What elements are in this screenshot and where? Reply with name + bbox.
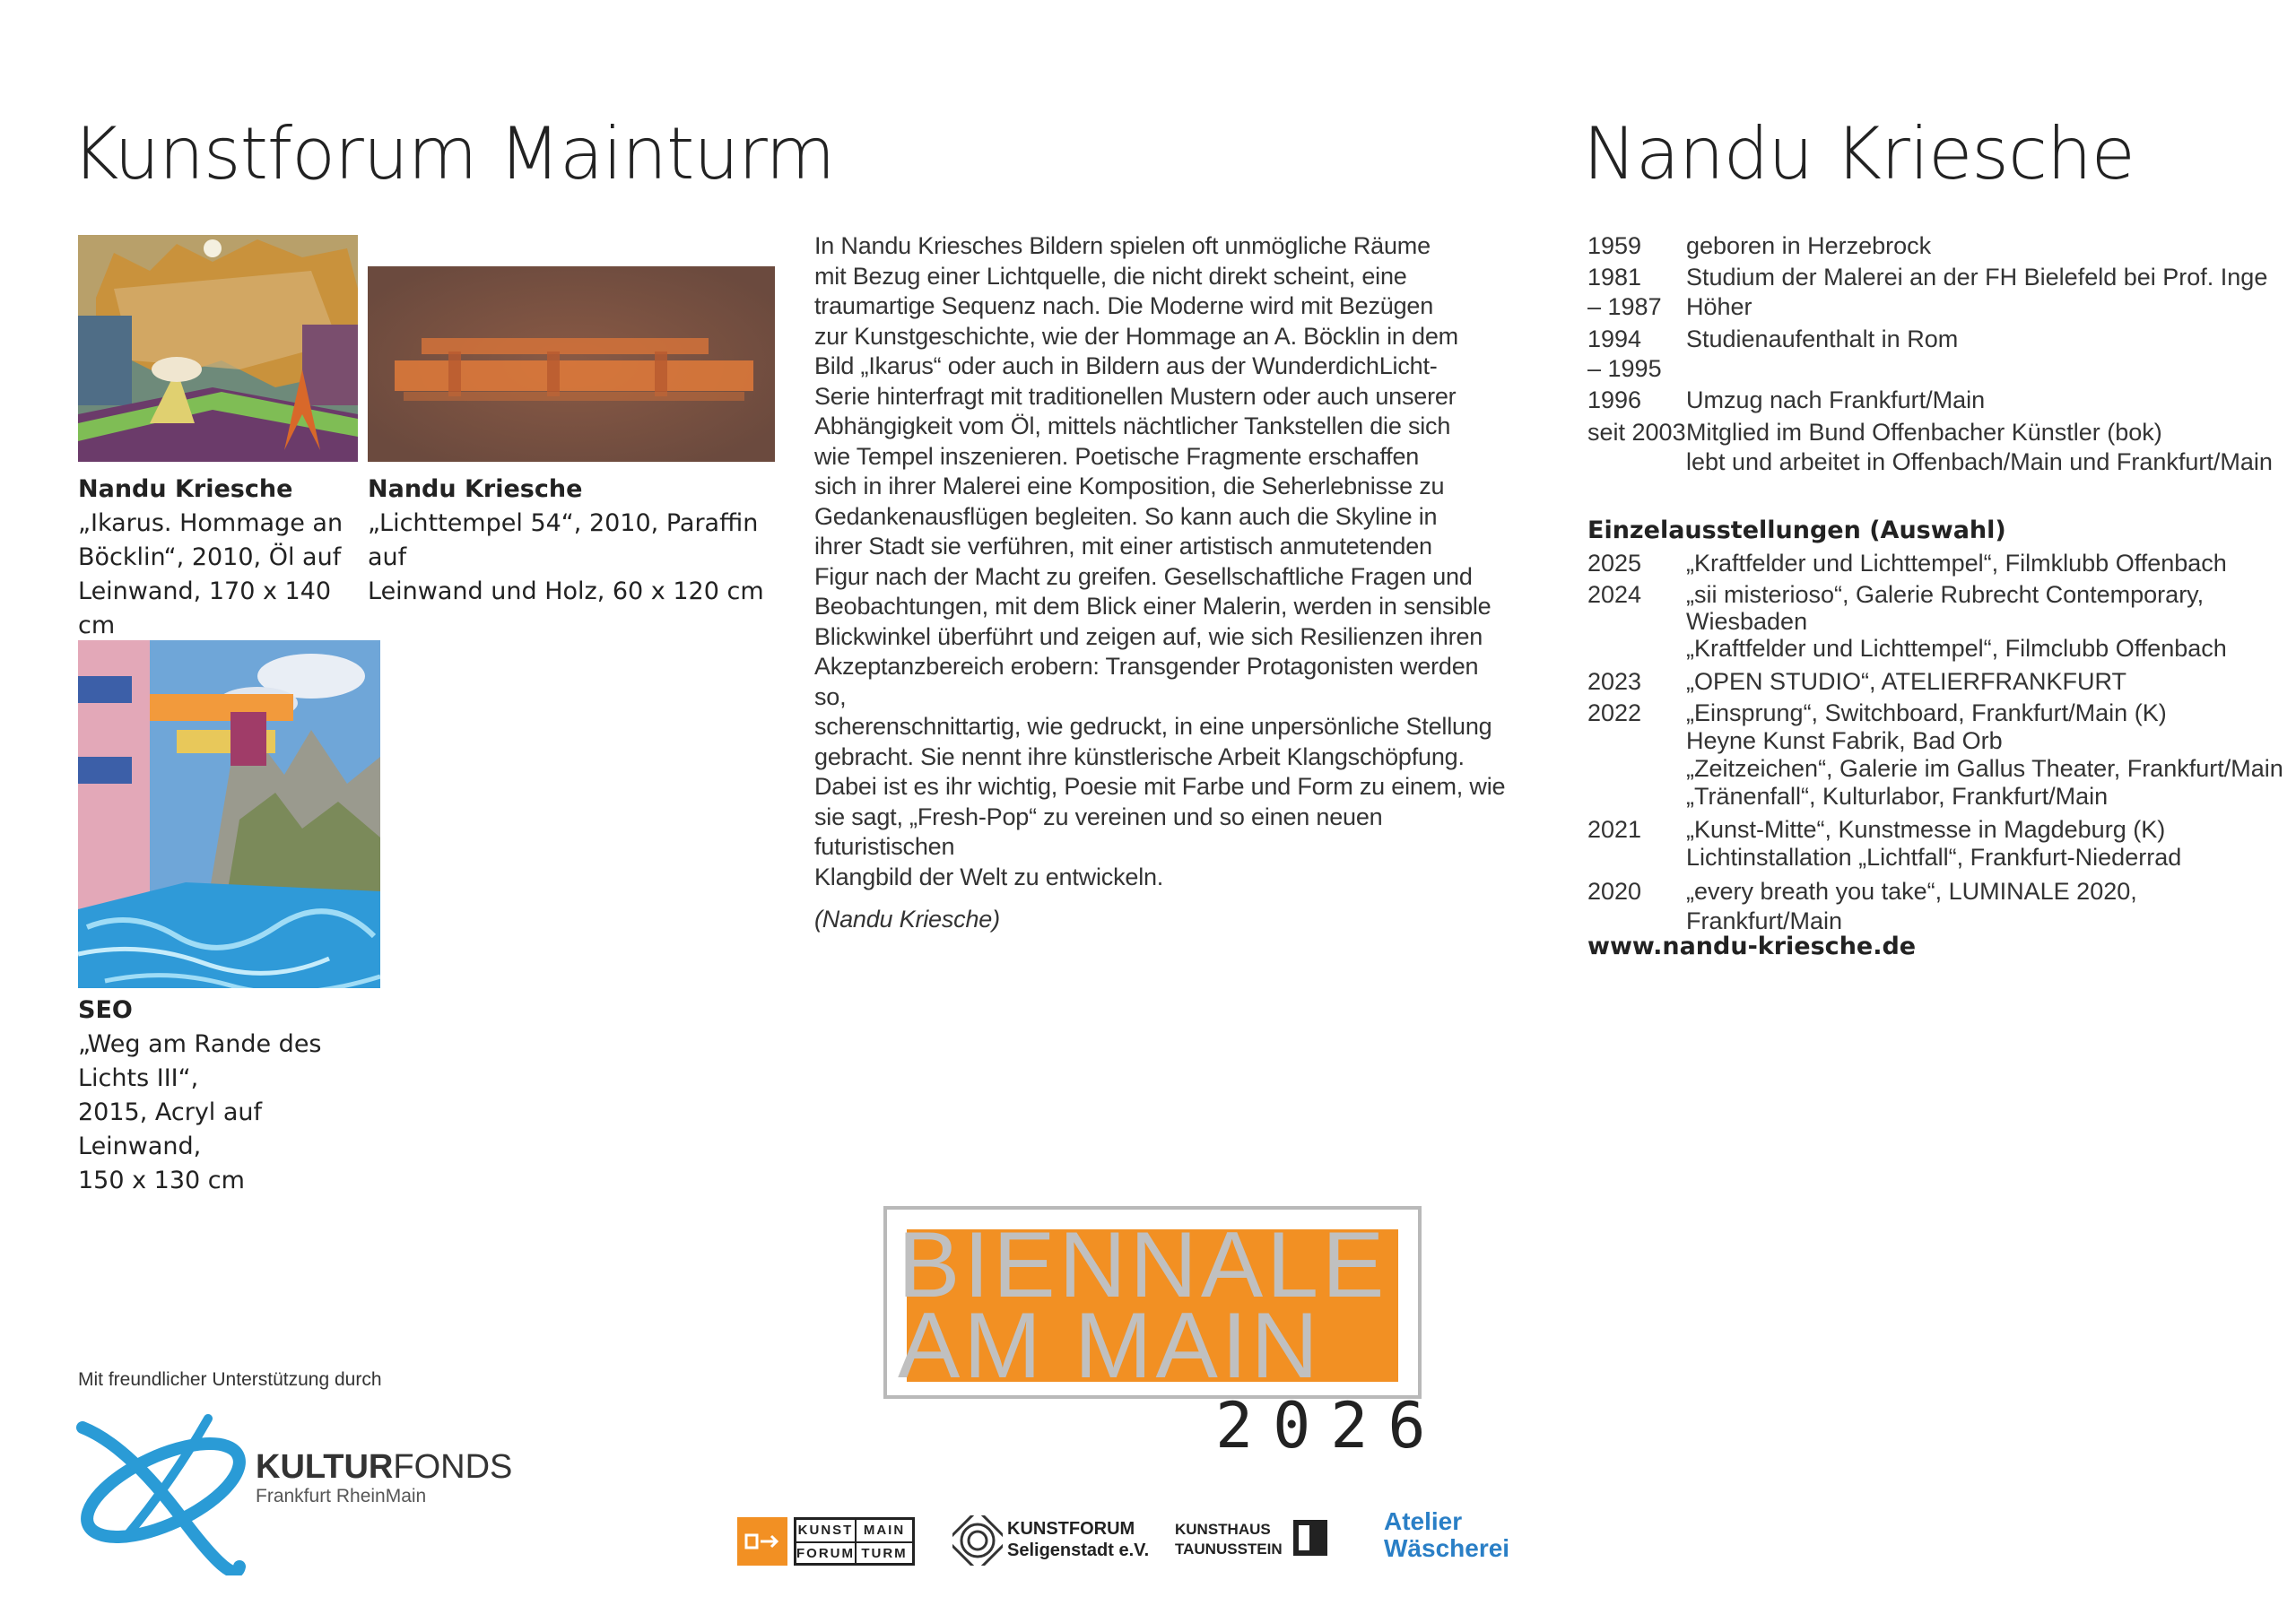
biennale-word-2: AM MAIN — [898, 1294, 1322, 1398]
biennale-year: 2026 — [1215, 1389, 1446, 1462]
bio-year: seit 2003 — [1587, 419, 1686, 446]
caption-line: Leinwand und Holz, 60 x 120 cm — [368, 577, 764, 605]
bio-text: Studium der Malerei an der FH Bielefeld bei Prof. Inge Höher — [1686, 264, 2268, 320]
caption-line: „Weg am Rande des Lichts III“, — [78, 1030, 322, 1092]
kulturfonds-bold: KULTUR — [256, 1448, 394, 1486]
logo-word: KUNSTHAUS — [1175, 1521, 1271, 1538]
exhibition-row — [1587, 699, 2283, 811]
artist-title: Nandu Kriesche — [1583, 112, 2135, 195]
essay-line: sie sagt, „Fresh-Pop“ zu vereinen und so einen neuen futuristischen — [814, 803, 1383, 860]
logo-word: KUNST — [796, 1520, 857, 1543]
artwork-lichttempel-image — [368, 266, 775, 462]
bio-text: Umzug nach Frankfurt/Main — [1686, 386, 1986, 413]
essay-line: In Nandu Kriesches Bildern spielen oft unmögliche Räume — [814, 232, 1431, 259]
logo-word: MAIN — [857, 1520, 912, 1543]
exhibition-text: „OPEN STUDIO“, ATELIERFRANKFURT — [1686, 668, 2127, 695]
exhibition-year: 2022 — [1587, 699, 1642, 726]
artwork-ikarus-image — [78, 235, 358, 462]
essay-line: Klangbild der Welt zu entwickeln. — [814, 863, 1164, 890]
caption-line: 2015, Acryl auf Leinwand, — [78, 1098, 263, 1160]
caption-lichttempel — [368, 473, 789, 609]
caption-artist: Nandu Kriesche — [78, 475, 293, 503]
artwork-seo-image — [78, 640, 380, 988]
bio-row — [1587, 325, 1958, 384]
kunsthaus-logo — [1175, 1520, 1283, 1559]
essay-line: gebracht. Sie nennt ihre künstlerische Arbeit Klangschöpfung. — [814, 742, 1465, 770]
kulturfonds-fonds: FONDS — [393, 1448, 513, 1486]
essay-text — [814, 231, 1514, 935]
bio-year: 1996 — [1587, 386, 1642, 413]
caption-line: „Lichttempel 54“, 2010, Paraffin auf — [368, 509, 759, 571]
kunsthaus-square-icon — [1293, 1520, 1327, 1556]
logo-word: FORUM — [796, 1543, 857, 1565]
caption-line: Böcklin“, 2010, Öl auf — [78, 543, 342, 571]
essay-line: ihrer Stadt sie verführen, mit einer artistisch anmutetenden — [814, 533, 1432, 560]
exhibition-row — [1587, 581, 2227, 662]
bio-year: 1959 — [1587, 232, 1642, 259]
seligenstadt-icon — [952, 1515, 1003, 1566]
caption-artist: SEO — [78, 996, 133, 1024]
exhibition-row — [1587, 549, 2227, 578]
bio-row — [1587, 231, 1931, 261]
exhibition-row — [1587, 877, 2287, 936]
page-title: Kunstforum Mainturm — [72, 112, 835, 195]
essay-line: scherenschnittartig, wie gedruckt, in eine unpersönliche Stellung — [814, 713, 1492, 740]
kunstforum-mainturm-logo — [794, 1517, 915, 1566]
essay-line: Dabei ist es ihr wichtig, Poesie mit Farbe und Form zu einem, wie — [814, 773, 1506, 800]
essay-line: Beobachtungen, mit dem Blick einer Malerin, werden in sensible — [814, 593, 1492, 620]
bio-text: Studienaufenthalt in Rom — [1686, 325, 1959, 352]
exhibition-year: 2024 — [1587, 581, 1642, 608]
atelier-waescherei-logo — [1384, 1508, 1509, 1562]
exhibition-row — [1587, 667, 2126, 697]
kulturfonds-icon — [74, 1410, 253, 1575]
mainturm-orange-icon — [737, 1517, 787, 1566]
essay-line: Figur nach der Macht zu greifen. Gesellschaftliche Fragen und — [814, 562, 1473, 590]
caption-line: „Ikarus. Hommage an — [78, 509, 344, 537]
caption-ikarus — [78, 473, 365, 643]
logo-word: TAUNUSSTEIN — [1175, 1541, 1283, 1558]
support-label: Mit freundlicher Unterstützung durch — [78, 1369, 382, 1390]
essay-line: zur Kunstgeschichte, wie der Hommage an A. Böcklin in dem — [814, 322, 1458, 350]
essay-line: sich in ihrer Malerei eine Komposition, die Seherlebnisse zu — [814, 473, 1445, 499]
bio-row — [1587, 418, 2273, 477]
essay-line: wie Tempel inszenieren. Poetische Fragmente erschaffen — [814, 442, 1420, 470]
exhibition-row — [1587, 816, 2181, 872]
caption-seo — [78, 994, 383, 1198]
website-link[interactable]: www.nandu-kriesche.de — [1587, 933, 1917, 960]
essay-line: Gedankenausflügen begleiten. So kann auch die Skyline in — [814, 502, 1438, 530]
biennale-logo — [883, 1206, 1422, 1399]
exhibition-year: 2021 — [1587, 816, 1642, 843]
exhibition-text: „Kraftfelder und Lichttempel“, Filmklubb Offenbach — [1686, 550, 2227, 577]
kulturfonds-sub: Frankfurt RheinMain — [256, 1486, 427, 1506]
caption-line: Leinwand, 170 x 140 cm — [78, 577, 332, 639]
essay-line: Blickwinkel überführt und zeigen auf, wie sich Resilienzen ihren — [814, 622, 1483, 650]
bio-year: 1981 – 1987 — [1587, 264, 1662, 320]
biennale-word: BIENNALE — [898, 1213, 1388, 1317]
essay-line: Serie hinterfragt mit traditionellen Mustern oder auch unserer — [814, 382, 1457, 410]
bio-row — [1587, 386, 1985, 415]
exhibitions-heading: Einzelausstellungen (Auswahl) — [1587, 516, 2006, 544]
exhibition-text: „sii misterioso“, Galerie Rubrecht Contemporary, Wiesbaden „Kraftfelder und Lichttempel“, Filmclubb Offenbach — [1686, 581, 2227, 662]
bio-text: geboren in Herzebrock — [1686, 232, 1932, 259]
exhibition-text: „Einsprung“, Switchboard, Frankfurt/Main (K) Heyne Kunst Fabrik, Bad Orb „Zeitzeichen“, Galerie im Gallus Theater, Frankfurt/Main „Tränenfall“, Kulturlabor, Frankfurt/Main — [1686, 699, 2283, 810]
essay-line: Abhängigkeit vom Öl, mittels nächtlicher Tankstellen die sich — [814, 412, 1451, 439]
essay-line: mit Bezug einer Lichtquelle, die nicht direkt scheint, eine — [814, 262, 1407, 290]
caption-artist: Nandu Kriesche — [368, 475, 583, 503]
seligenstadt-logo — [1007, 1518, 1149, 1561]
logo-word: Wäscherei — [1384, 1534, 1510, 1562]
essay-signature: (Nandu Kriesche) — [814, 906, 1000, 933]
kulturfonds-name — [256, 1450, 512, 1484]
exhibition-year: 2020 — [1587, 878, 1642, 905]
exhibition-text: „Kunst-Mitte“, Kunstmesse in Magdeburg (K) Lichtinstallation „Lichtfall“, Frankfurt-Niederrad — [1686, 816, 2182, 871]
logo-word: Atelier — [1384, 1507, 1463, 1535]
bio-text: Mitglied im Bund Offenbacher Künstler (bok) lebt und arbeitet in Offenbach/Main und Frankfurt/Main — [1686, 419, 2273, 475]
bio-year: 1994 – 1995 — [1587, 325, 1662, 382]
exhibition-year: 2025 — [1587, 550, 1642, 577]
bio-row — [1587, 263, 2267, 322]
logo-word: TURM — [861, 1546, 908, 1561]
caption-line: 150 x 130 cm — [78, 1167, 245, 1194]
essay-line: Bild „Ikarus“ oder auch in Bildern aus der WunderdichLicht- — [814, 352, 1438, 379]
essay-line: Akzeptanzbereich erobern: Transgender Protagonisten werden so, — [814, 653, 1479, 710]
bio-section — [1587, 231, 2287, 949]
logo-word: KUNSTFORUM — [1007, 1519, 1135, 1539]
logo-word: Seligenstadt e.V. — [1007, 1541, 1150, 1560]
exhibition-text: „every breath you take“, LUMINALE 2020, Frankfurt/Main — [1686, 878, 2137, 934]
exhibition-year: 2023 — [1587, 668, 1642, 695]
essay-line: traumartige Sequenz nach. Die Moderne wird mit Bezügen — [814, 292, 1434, 319]
